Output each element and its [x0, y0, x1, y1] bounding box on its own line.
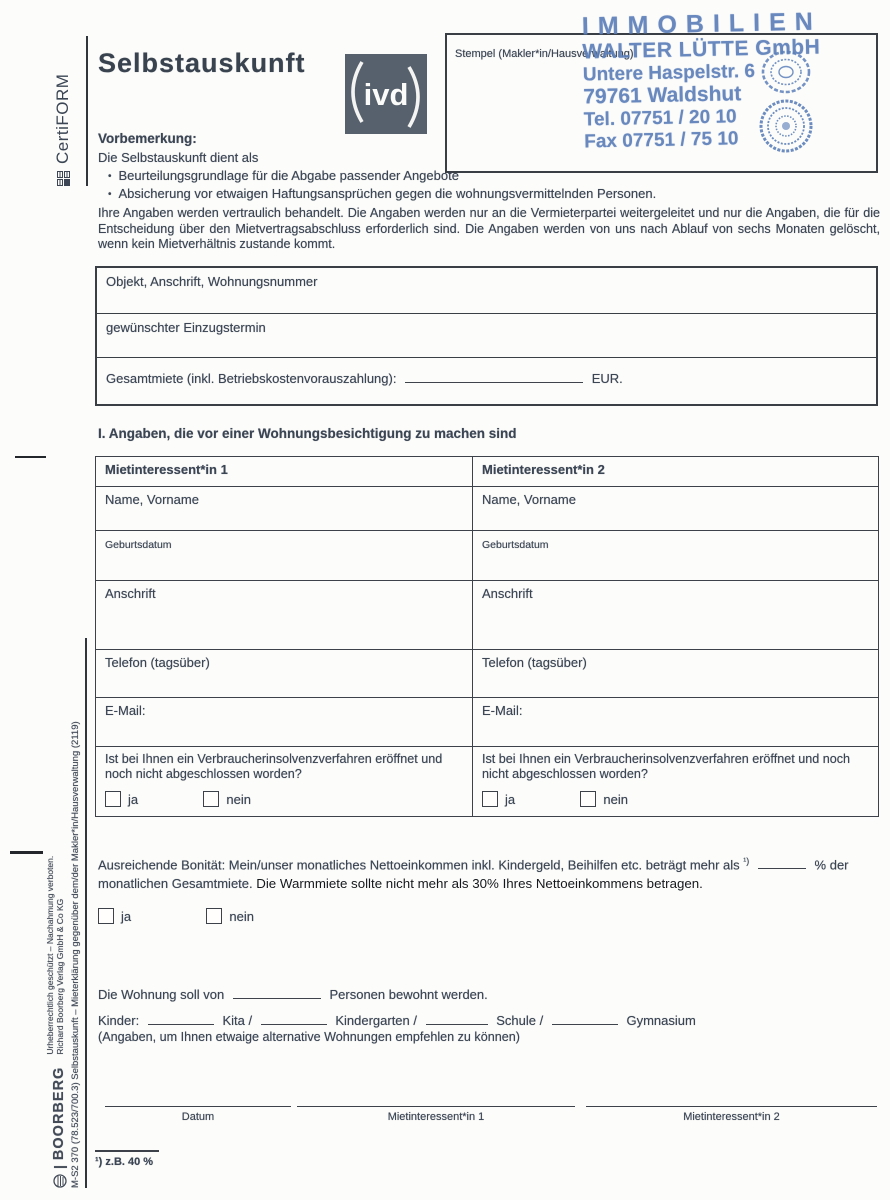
- signature-applicant-2-label: Mietinteressent*in 2: [683, 1111, 780, 1123]
- bonitaet-nein-checkbox[interactable]: [206, 908, 222, 924]
- email-field-applicant-2[interactable]: [473, 698, 879, 747]
- privacy-paragraph: Ihre Angaben werden vertraulich behandelt. Die Angaben werden nur an die Vermieterpartei weitergeleitet und nur die Angaben, die für die Entscheidung über den Mietvertragsabschluss erforderlich sind. Die Angaben werden von uns nach Ablauf von sechs Monaten gelöscht, wenn kein Mietverhältnis zustande kommt.: [98, 206, 880, 252]
- total-rent-row: [97, 358, 876, 404]
- insolvency-question-1: Ist bei Ihnen ein Verbraucherinsolvenzverfahren eröffnet und noch nicht abgeschlossen worden?: [105, 752, 443, 781]
- phone-field-applicant-2[interactable]: [473, 650, 879, 698]
- applicants-table: [95, 456, 879, 817]
- section1-heading: I. Angaben, die vor einer Wohnungsbesichtigung zu machen sind: [98, 426, 517, 441]
- bonitaet-line2-start: monatlichen Gesamtmiete.: [98, 875, 253, 891]
- bonitaet-ja-checkbox[interactable]: [98, 908, 114, 924]
- col-header-applicant-2: Mietinteressent*in 2: [473, 457, 879, 487]
- stamp-line-4: 79761 Waldshut: [583, 82, 742, 109]
- fold-mark-top: [15, 456, 46, 458]
- vorbemerkung-bullet-1: [108, 168, 459, 183]
- insolvency-ja-checkbox-2[interactable]: [482, 791, 498, 807]
- boorberg-copyright-line2: Richard Boorberg Verlag GmbH & Co KG: [54, 898, 65, 1055]
- total-rent-field[interactable]: [405, 370, 583, 383]
- phone-label-1: Telefon (tagsüber): [105, 655, 210, 670]
- children-note: (Angaben, um Ihnen etwaige alternative Wohnungen empfehlen zu können): [98, 1030, 520, 1044]
- object-box: [95, 266, 878, 406]
- warmmiete-note: Die Warmmiete sollte nicht mehr als 30% Ihres Nettoeinkommens betragen.: [256, 875, 703, 891]
- page-title: Selbstauskunft: [98, 48, 306, 78]
- gymnasium-count-field[interactable]: [552, 1012, 618, 1025]
- vorbemerkung-intro: Die Selbstauskunft dient als: [98, 150, 259, 165]
- gymnasium-label: Gymnasium: [626, 1013, 696, 1028]
- birthdate-field-applicant-1[interactable]: [96, 531, 473, 581]
- name-label-2: Name, Vorname: [482, 492, 576, 507]
- schule-label: Schule /: [496, 1013, 544, 1028]
- bonitaet-percent-field[interactable]: [758, 856, 806, 869]
- bullet-2-text: Absicherung vor etwaigen Haftungsansprüchen gegen die wohnungsvermittelnden Personen.: [118, 186, 657, 201]
- address-label-1: Anschrift: [105, 586, 156, 601]
- bullet-1-text: Beurteilungsgrundlage für die Abgabe passender Angebote: [118, 168, 459, 183]
- footnote-rule: [95, 1150, 159, 1152]
- stamp-line-1: IMMOBILIEN: [581, 7, 823, 41]
- signature-date-label: Datum: [181, 1111, 215, 1123]
- boorberg-logo-icon: [53, 1174, 67, 1188]
- stamp-line-6: Fax 07751 / 75 10: [584, 127, 739, 153]
- stamp-line-2: WALTER LÜTTE GmbH: [582, 35, 821, 64]
- insolvency-nein-checkbox-1[interactable]: [203, 791, 219, 807]
- email-label-2: E-Mail:: [482, 703, 523, 718]
- bonitaet-text-1: Ausreichende Bonität: Mein/unser monatliches Nettoeinkommen inkl. Kindergeld, Beihilfen etc. beträgt mehr als: [98, 857, 740, 873]
- col-header-applicant-1: Mietinteressent*in 1: [96, 457, 473, 487]
- insolvency-ja-label-2: ja: [505, 792, 516, 807]
- insolvency-options-1: [105, 791, 463, 807]
- total-rent-label: Gesamtmiete (inkl. Betriebskostenvorauszahlung):: [106, 371, 397, 386]
- insolvency-cell-applicant-1: [96, 747, 473, 817]
- occupants-count-field[interactable]: [233, 986, 321, 999]
- vorbemerkung-heading: Vorbemerkung:: [98, 131, 197, 146]
- address-field-applicant-2[interactable]: [473, 581, 879, 650]
- phone-field-applicant-1[interactable]: [96, 650, 473, 698]
- occupants-before: Die Wohnung soll von: [98, 987, 225, 1002]
- move-in-date-label: gewünschter Einzugstermin: [106, 320, 266, 335]
- certiform-label: CertiFORM: [53, 73, 72, 164]
- insolvency-cell-applicant-2: [473, 747, 879, 817]
- bonitaet-ja-label: ja: [121, 909, 132, 924]
- insolvency-options-2: [482, 791, 869, 807]
- insolvency-question-2: Ist bei Ihnen ein Verbraucherinsolvenzverfahren eröffnet und noch nicht abgeschlossen worden?: [482, 752, 851, 781]
- email-label-1: E-Mail:: [105, 703, 146, 718]
- boorberg-divider-rule: [85, 638, 87, 1188]
- boorberg-copyright: [46, 856, 67, 1055]
- insolvency-nein-label-2: nein: [603, 792, 628, 807]
- insolvency-nein-checkbox-2[interactable]: [580, 791, 596, 807]
- address-label-2: Anschrift: [482, 586, 533, 601]
- signature-applicant-1[interactable]: [297, 1106, 575, 1123]
- occupants-after: Personen bewohnt werden.: [329, 987, 488, 1002]
- phone-label-2: Telefon (tagsüber): [482, 655, 587, 670]
- kindergarten-label: Kindergarten /: [335, 1013, 417, 1028]
- schule-count-field[interactable]: [426, 1012, 488, 1025]
- birthdate-label-2: Geburtsdatum: [482, 539, 549, 551]
- children-label: Kinder:: [98, 1013, 140, 1028]
- bonitaet-nein-label: nein: [229, 909, 254, 924]
- bonitaet-options: [98, 908, 254, 924]
- kita-label: Kita /: [222, 1013, 253, 1028]
- svg-text:ivd: ivd: [363, 77, 409, 112]
- bonitaet-percent-der: % der: [814, 857, 849, 873]
- boorberg-imprint: [46, 636, 84, 1188]
- ivd-logo: [345, 54, 427, 134]
- bonitaet-footnote-ref: ¹): [743, 856, 750, 866]
- signature-applicant-2[interactable]: [586, 1106, 877, 1123]
- certiform-logo-icon: [57, 170, 70, 186]
- kindergarten-count-field[interactable]: [261, 1012, 327, 1025]
- insolvency-nein-label-1: nein: [226, 792, 251, 807]
- email-field-applicant-1[interactable]: [96, 698, 473, 747]
- vorbemerkung-bullet-2: [108, 186, 656, 201]
- bonitaet-statement: [98, 852, 881, 893]
- birthdate-field-applicant-2[interactable]: [473, 531, 879, 581]
- name-label-1: Name, Vorname: [105, 492, 199, 507]
- boorberg-separator: |: [50, 1165, 67, 1169]
- certiform-brand: [46, 26, 80, 186]
- stamp-line-3: Untere Haspelstr. 6: [582, 60, 756, 86]
- name-field-applicant-2[interactable]: [473, 487, 879, 531]
- boorberg-name: BOORBERG: [50, 1066, 67, 1161]
- insolvency-ja-checkbox-1[interactable]: [105, 791, 121, 807]
- name-field-applicant-1[interactable]: [96, 487, 473, 531]
- certiform-divider-rule: [86, 36, 88, 186]
- fold-mark-bottom: [10, 851, 43, 854]
- signature-applicant-1-label: Mietinteressent*in 1: [387, 1111, 485, 1123]
- stamp-box-label: Stempel (Makler*in/Hausverwaltung): [455, 48, 634, 60]
- stamp-line-5: Tel. 07751 / 20 10: [583, 106, 737, 131]
- children-line: [98, 1012, 696, 1028]
- object-address-label: Objekt, Anschrift, Wohnungsnummer: [106, 274, 318, 289]
- birthdate-label-1: Geburtsdatum: [105, 539, 172, 551]
- boorberg-copyright-line1: Urheberrechtlich geschützt – Nachahmung verboten.: [45, 855, 55, 1055]
- total-rent-unit: EUR.: [591, 371, 623, 386]
- boorberg-row: [46, 636, 67, 1188]
- boorberg-form-id: M-S2 370 (78.523/700.3) Selbstauskunft – Mieterklärung gegenüber dem/der Makler*in/Hausverwaltung (2119): [69, 721, 81, 1188]
- kita-count-field[interactable]: [148, 1012, 214, 1025]
- footnote-text: ¹) z.B. 40 %: [95, 1156, 154, 1168]
- insolvency-ja-label-1: ja: [128, 792, 139, 807]
- address-field-applicant-1[interactable]: [96, 581, 473, 650]
- stamp-seal-icons: [758, 50, 814, 154]
- object-address-row[interactable]: [97, 268, 876, 314]
- signature-date[interactable]: [105, 1106, 291, 1123]
- move-in-date-row[interactable]: [97, 314, 876, 358]
- occupants-line: [98, 986, 488, 1002]
